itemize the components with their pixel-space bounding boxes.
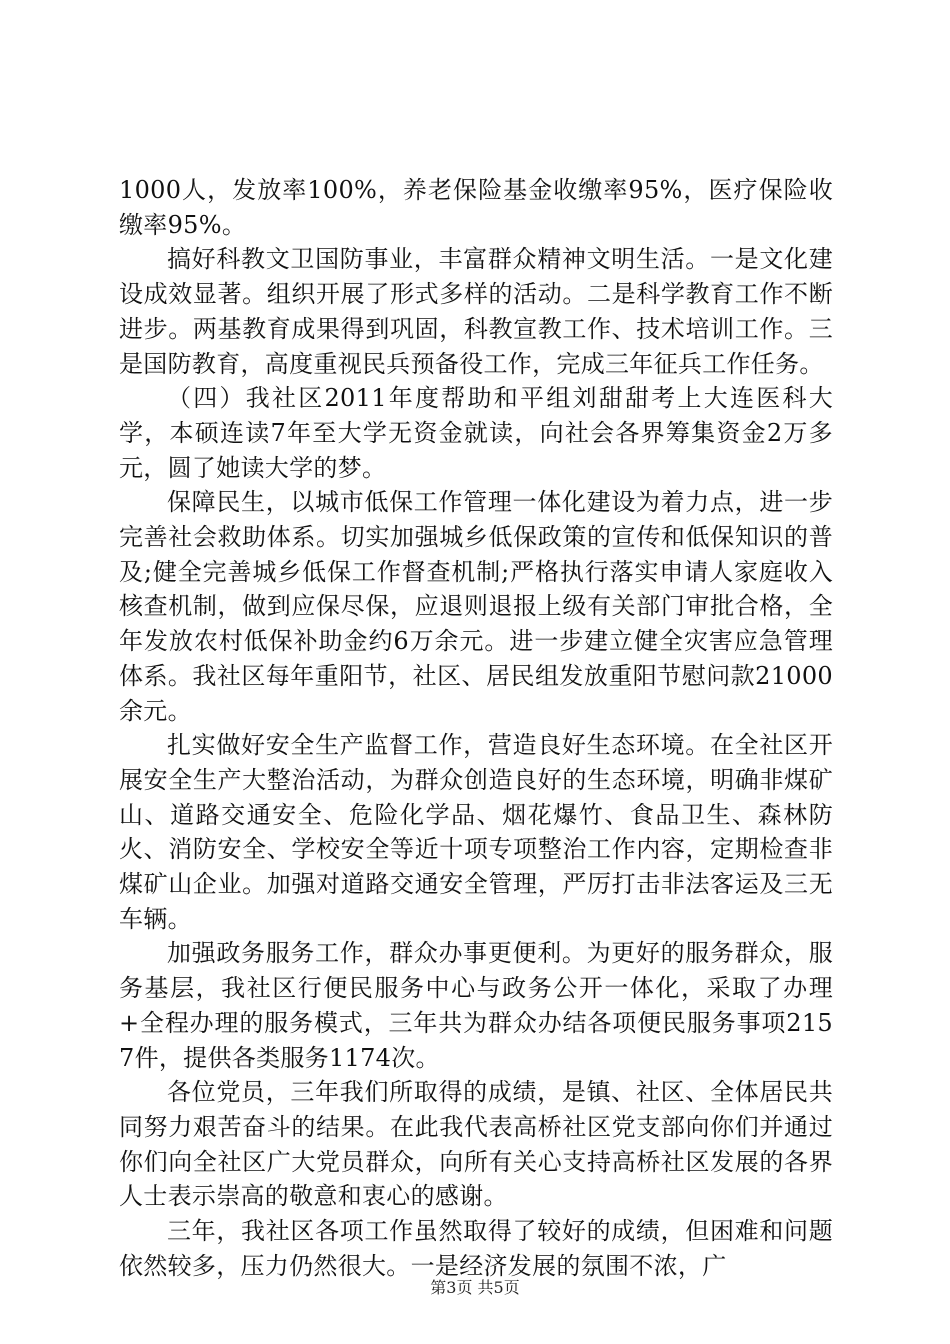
paragraph-1: 1000人，发放率100%，养老保险基金收缴率95%，医疗保险收缴率95%。 (119, 176, 833, 239)
paragraph-2: 搞好科教文卫国防事业，丰富群众精神文明生活。一是文化建设成效显著。组织开展了形式多样的活动。二是科学教育工作不断进步。两基教育成果得到巩固，科教宣教工作、技术培训工作。三是国防教育，高度重视民兵预备役工作，完成三年征兵工作任务。 (119, 245, 833, 378)
paragraph-6: 加强政务服务工作，群众办事更便利。为更好的服务群众，服务基层，我社区行便民服务中心与政务公开一体化，采取了办理+全程办理的服务模式，三年共为群众办结各项便民服务事项2157件，提供各类服务1174次。 (119, 939, 833, 1072)
paragraph-7: 各位党员，三年我们所取得的成绩，是镇、社区、全体居民共同努力艰苦奋斗的结果。在此我代表高桥社区党支部向你们并通过你们向全社区广大党员群众，向所有关心支持高桥社区发展的各界人士表示崇高的敬意和衷心的感谢。 (119, 1078, 833, 1211)
page-number-footer: 第3页 共5页 (430, 1278, 520, 1297)
paragraph-5: 扎实做好安全生产监督工作，营造良好生态环境。在全社区开展安全生产大整治活动，为群众创造良好的生态环境，明确非煤矿山、道路交通安全、危险化学品、烟花爆竹、食品卫生、森林防火、消防安全、学校安全等近十项专项整治工作内容，定期检查非煤矿山企业。加强对道路交通安全管理，严厉打击非法客运及三无车辆。 (119, 731, 833, 933)
document-body (119, 173, 833, 1284)
paragraph-3: （四）我社区2011年度帮助和平组刘甜甜考上大连医科大学，本硕连读7年至大学无资金就读，向社会各界筹集资金2万多元，圆了她读大学的梦。 (119, 384, 833, 482)
paragraph-4: 保障民生，以城市低保工作管理一体化建设为着力点，进一步完善社会救助体系。切实加强城乡低保政策的宣传和低保知识的普及;健全完善城乡低保工作督查机制;严格执行落实申请人家庭收入核查机制，做到应保尽保，应退则退报上级有关部门审批合格，全年发放农村低保补助金约6万余元。进一步建立健全灾害应急管理体系。我社区每年重阳节，社区、居民组发放重阳节慰问款21000余元。 (119, 488, 833, 725)
paragraph-8: 三年，我社区各项工作虽然取得了较好的成绩，但困难和问题依然较多，压力仍然很大。一是经济发展的氛围不浓，广 (119, 1217, 833, 1280)
